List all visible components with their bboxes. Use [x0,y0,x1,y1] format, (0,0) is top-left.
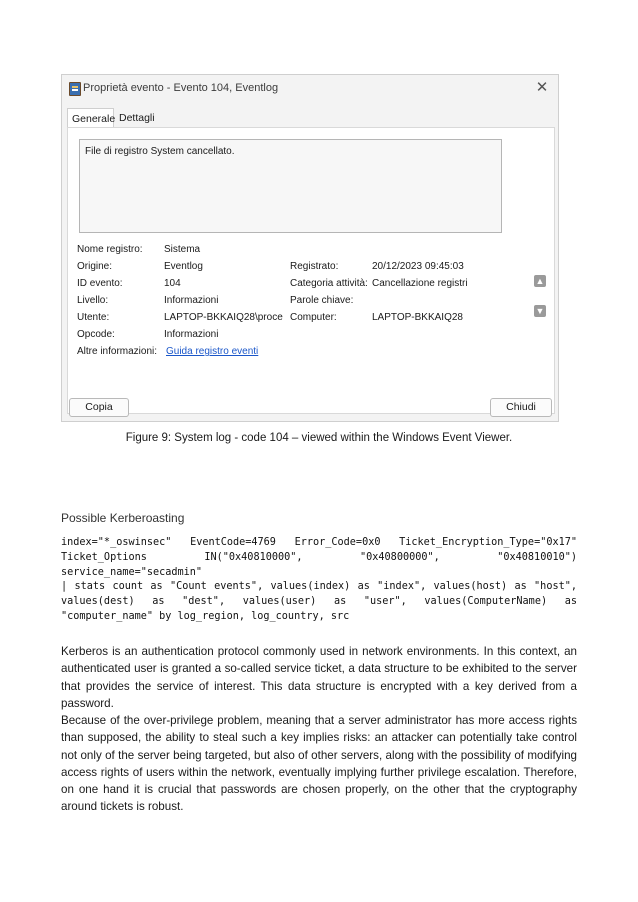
user-label: Utente: [77,312,110,323]
code-line: Ticket_Options IN("0x40810000", "0x40800000", "0x40810010") [61,551,577,563]
event-description-box[interactable] [79,139,502,233]
code-line: service_name="secadmin" [61,566,203,578]
event-id-label: ID evento: [77,278,123,289]
log-name-label: Nome registro: [77,244,143,255]
computer-value: LAPTOP-BKKAIQ28 [372,312,463,323]
figure-caption: Figure 9: System log - code 104 – viewed within the Windows Event Viewer. [125,432,513,444]
opcode-value: Informazioni [164,329,219,340]
level-label: Livello: [77,295,109,306]
logged-label: Registrato: [290,261,339,272]
tab-dettagli[interactable]: Dettagli [119,112,155,124]
paragraph: Kerberos is an authentication protocol commonly used in network environments. In this context, an authenticated user is granted a so-called service ticket, a data structure to be exhibited to the server that provides the service of interest. This data structure is encrypted with a key derived from a password. [61,645,577,710]
code-line: "computer_name" by log_region, log_country, src [61,610,350,622]
code-block [61,536,577,625]
close-icon[interactable]: ✕ [535,79,549,96]
tab-generale[interactable]: Generale [67,108,114,128]
code-line: values(dest) as "dest", values(user) as "user", values(ComputerName) as [61,596,577,608]
opcode-label: Opcode: [77,329,115,340]
event-id-value: 104 [164,278,181,289]
task-category-label: Categoria attività: [290,278,368,289]
source-value: Eventlog [164,261,203,272]
code-line: index="*_oswinsec" EventCode=4769 Error_Code=0x0 Ticket_Encryption_Type="0x17" [61,537,577,548]
level-value: Informazioni [164,295,219,306]
task-category-value: Cancellazione registri [372,278,468,289]
source-label: Origine: [77,261,113,272]
dialog-title: Proprietà evento - Evento 104, Eventlog [83,82,279,94]
event-description: File di registro System cancellato. [85,146,235,157]
log-name-value: Sistema [164,244,201,255]
dialog-titlebar [62,75,558,103]
event-viewer-icon [69,82,81,96]
code-line: | stats count as "Count events", values(index) as "index", values(host) as "host", [61,581,577,593]
logged-value: 20/12/2023 09:45:03 [372,261,464,272]
event-properties-dialog [61,74,559,422]
event-log-help-link[interactable]: Guida registro eventi [166,346,259,357]
paragraph: Because of the over-privilege problem, meaning that a server administrator has more access rights than supposed, the ability to steal such a key implies risks: an attacker can potentially take control not only of the server being targeted, but also of other servers, along with the possibility of modifying access rights of users within the network, eventually implying further privilege escalation. Therefore, on one hand it is crucial that passwords are chosen properly, on the other that the cryptography around tickets is robust. [61,714,577,814]
section-heading: Possible Kerberoasting [61,511,185,525]
arrow-up-icon[interactable]: ▲ [535,276,545,286]
close-button[interactable]: Chiudi [490,398,552,417]
general-panel [67,127,555,414]
arrow-down-icon[interactable]: ▼ [535,306,545,316]
user-value: LAPTOP-BKKAIQ28\proce [164,312,283,323]
more-info-label: Altre informazioni: [77,346,158,357]
copy-button[interactable]: Copia [69,398,129,417]
computer-label: Computer: [290,312,337,323]
keywords-label: Parole chiave: [290,295,354,306]
